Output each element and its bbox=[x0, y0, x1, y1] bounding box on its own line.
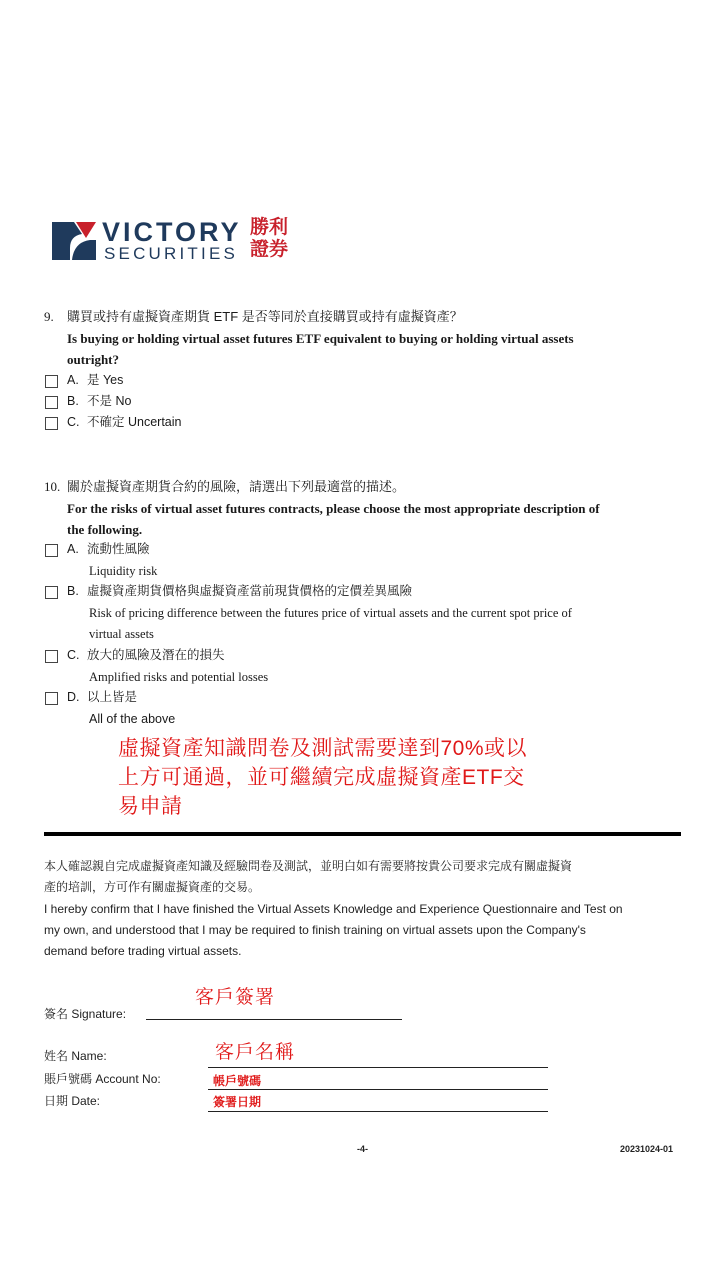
q9-option-c-letter: C. bbox=[67, 415, 80, 429]
q10-en-line2: the following. bbox=[67, 522, 143, 537]
q10-option-d-letter: D. bbox=[67, 690, 80, 704]
account-label: 賬戶號碼 Account No: bbox=[44, 1072, 161, 1086]
declaration-zh-line1: 本人確認親自完成虛擬資產知識及經驗問卷及測試，並明白如有需要將按貴公司要求完成有關虛擬資 bbox=[44, 859, 573, 873]
section-divider bbox=[44, 832, 681, 836]
pass-note-line1: 虛擬資產知識問卷及測試需要達到70%或以 bbox=[118, 737, 528, 760]
date-line[interactable] bbox=[208, 1111, 548, 1112]
name-label: 姓名 Name: bbox=[44, 1049, 107, 1063]
account-line[interactable] bbox=[208, 1089, 548, 1090]
q9-option-b-label: 不是 No bbox=[87, 394, 132, 408]
q10-option-a-checkbox[interactable] bbox=[45, 544, 58, 557]
q9-number: 9. bbox=[44, 309, 54, 324]
declaration-en-line2: my own, and understood that I may be required to finish training on virtual assets upon the Company's bbox=[44, 923, 586, 937]
victory-securities-logo bbox=[52, 218, 302, 268]
page-number: -4- bbox=[357, 1144, 368, 1154]
q9-en-line1: Is buying or holding virtual asset futures ETF equivalent to buying or holding virtual assets bbox=[67, 331, 574, 346]
q9-option-a-letter: A. bbox=[67, 373, 79, 387]
q9-option-c-label: 不確定 Uncertain bbox=[87, 415, 182, 429]
q10-option-b-letter: B. bbox=[67, 584, 79, 598]
q10-option-d-en: All of the above bbox=[89, 712, 176, 726]
q10-option-a-letter: A. bbox=[67, 542, 79, 556]
q10-option-b-en2: virtual assets bbox=[89, 627, 154, 641]
q10-option-b-checkbox[interactable] bbox=[45, 586, 58, 599]
pass-note-line2: 上方可通過，並可繼續完成虛擬資產ETF交 bbox=[118, 766, 525, 789]
q10-option-c-en: Amplified risks and potential losses bbox=[89, 670, 269, 684]
signature-hint: 客戶簽署 bbox=[195, 987, 276, 1008]
q9-option-b-checkbox[interactable] bbox=[45, 396, 58, 409]
q10-option-d-zh: 以上皆是 bbox=[87, 690, 138, 704]
logo-cn-line1: 勝利 bbox=[250, 217, 289, 238]
q10-option-c-zh: 放大的風險及潛在的損失 bbox=[87, 648, 225, 662]
q10-option-b-zh: 虛擬資產期貨價格與虛擬資產當前現貨價格的定價差異風險 bbox=[87, 584, 413, 598]
logo-brand: VICTORY bbox=[102, 217, 242, 247]
document-code: 20231024-01 bbox=[620, 1144, 674, 1154]
logo-cn-line2: 證券 bbox=[250, 239, 289, 260]
declaration-en-line3: demand before trading virtual assets. bbox=[44, 944, 242, 958]
q10-option-c-letter: C. bbox=[67, 648, 80, 662]
q9-option-b-letter: B. bbox=[67, 394, 79, 408]
q9-option-a-label: 是 Yes bbox=[87, 373, 124, 387]
q10-option-a-en: Liquidity risk bbox=[89, 564, 158, 578]
q10-zh: 關於虛擬資產期貨合約的風險，請選出下列最適當的描述。 bbox=[67, 479, 406, 494]
pass-note-line3: 易申請 bbox=[118, 795, 183, 818]
date-label: 日期 Date: bbox=[44, 1094, 101, 1108]
q9-zh: 購買或持有虛擬資產期貨 ETF 是否等同於直接購買或持有虛擬資產？ bbox=[67, 309, 463, 324]
q10-option-a-zh: 流動性風險 bbox=[87, 542, 150, 556]
signature-label: 簽名 Signature: bbox=[44, 1007, 127, 1021]
q10-number: 10. bbox=[44, 479, 61, 494]
name-line[interactable] bbox=[208, 1067, 548, 1068]
declaration-en-line1: I hereby confirm that I have finished the Virtual Assets Knowledge and Experience Questionnaire and Test on bbox=[44, 902, 623, 916]
q10-en-line1: For the risks of virtual asset futures contracts, please choose the most appropriate description of bbox=[67, 501, 600, 516]
q10-option-d-checkbox[interactable] bbox=[45, 692, 58, 705]
q9-option-c-checkbox[interactable] bbox=[45, 417, 58, 430]
q10-option-c-checkbox[interactable] bbox=[45, 650, 58, 663]
name-hint: 客戶名稱 bbox=[215, 1042, 296, 1063]
account-hint: 帳戶號碼 bbox=[213, 1074, 262, 1088]
date-hint: 簽署日期 bbox=[213, 1095, 262, 1109]
declaration-zh-line2: 產的培訓，方可作有關虛擬資產的交易。 bbox=[44, 880, 261, 894]
q10-option-b-en: Risk of pricing difference between the futures price of virtual assets and the current spot price of bbox=[89, 606, 572, 620]
logo-sub: SECURITIES bbox=[104, 244, 239, 263]
signature-line[interactable] bbox=[146, 1019, 402, 1020]
logo-mark-icon bbox=[52, 220, 96, 262]
q9-en-line2: outright? bbox=[67, 352, 119, 367]
q9-option-a-checkbox[interactable] bbox=[45, 375, 58, 388]
